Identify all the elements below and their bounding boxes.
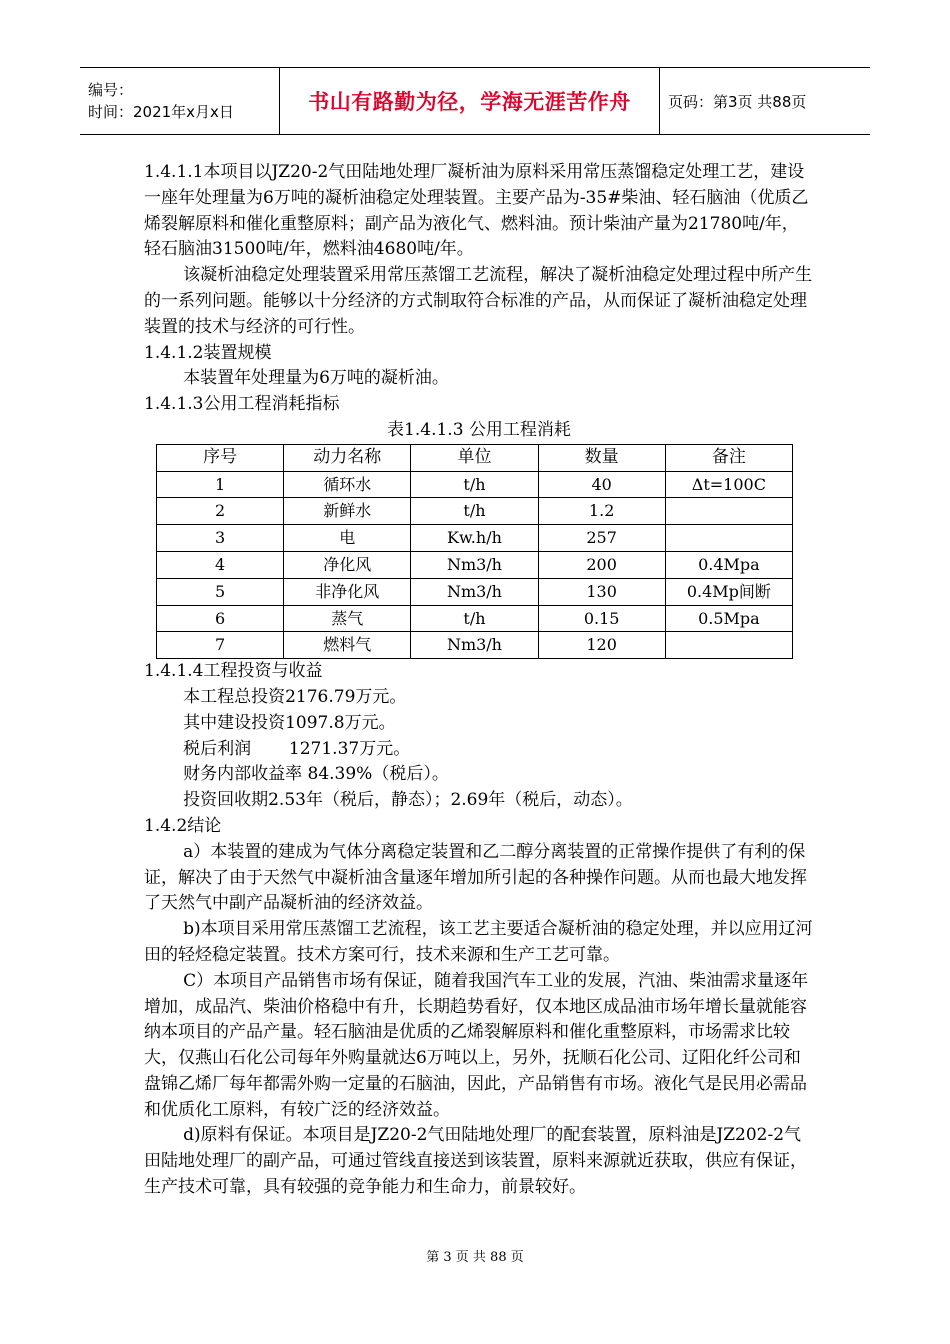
table-cell: 6 (157, 605, 284, 632)
table-cell (665, 632, 792, 659)
investment-payback: 投资回收期2.53年（税后，静态）；2.69年（税后，动态）。 (183, 790, 633, 811)
table-cell (665, 525, 792, 552)
table-cell: 200 (538, 551, 665, 578)
table-cell: 净化风 (284, 551, 411, 578)
table-cell: 120 (538, 632, 665, 659)
table-cell: 电 (284, 525, 411, 552)
section-142-heading: 1.4.2结论 (144, 815, 222, 836)
table-cell: 蒸气 (284, 605, 411, 632)
table-cell: 2 (157, 498, 284, 525)
section-1413-heading: 1.4.1.3公用工程消耗指标 (144, 394, 340, 415)
table-cell: 4 (157, 551, 284, 578)
conclusion-a: a）本装置的建成为气体分离稳定装置和乙二醇分离装置的正常操作提供了有利的保证，解决了由于天然气中凝析油含量逐年增加所引起的各种操作问题。从而也最大地发挥了天然气中副产品凝析油的经济效益。 (144, 841, 807, 914)
table-row (157, 632, 793, 659)
table-cell: 7 (157, 632, 284, 659)
table-cell: Δt=100C (665, 471, 792, 498)
investment-construction: 其中建设投资1097.8万元。 (183, 712, 396, 733)
table-cell: 燃料气 (284, 632, 411, 659)
investment-total: 本工程总投资2176.79万元。 (183, 686, 407, 707)
table-row (157, 551, 793, 578)
table-header-cell: 数量 (538, 444, 665, 471)
investment-irr: 财务内部收益率 84.39%（税后）。 (183, 764, 449, 785)
table-row (157, 525, 793, 552)
table-cell: 40 (538, 471, 665, 498)
table-cell: 130 (538, 578, 665, 605)
table-cell: t/h (411, 498, 538, 525)
table-cell: 新鲜水 (284, 498, 411, 525)
document-body (144, 160, 814, 1201)
table-cell: t/h (411, 471, 538, 498)
investment-profit: 税后利润 1271.37万元。 (183, 738, 411, 759)
table-cell: t/h (411, 605, 538, 632)
table-title: 表1.4.1.3 公用工程消耗 (387, 419, 571, 440)
section-1412-heading: 1.4.1.2装置规模 (144, 342, 272, 363)
table-cell: 1 (157, 471, 284, 498)
header-meta (80, 68, 280, 134)
table-cell: 1.2 (538, 498, 665, 525)
table-cell: Kw.h/h (411, 525, 538, 552)
table-header-cell: 动力名称 (284, 444, 411, 471)
table-header-row (157, 444, 793, 471)
table-cell (665, 498, 792, 525)
table-row (157, 471, 793, 498)
section-1411-paragraph: 1.4.1.1本项目以JZ20-2气田陆地处理厂凝析油为原料采用常压蒸馏稳定处理工艺，建设一座年处理量为6万吨的凝析油稳定处理装置。主要产品为-35#柴油、轻石脑油（优质乙烯裂解原料和催化重整原料；副产品为液化气、燃料油。预计柴油产量为21780吨/年，轻石脑油31500吨/年，燃料油4680吨/年。 (144, 162, 809, 260)
header-page-info: 页码：第3页 共88页 (668, 92, 807, 111)
table-cell: 3 (157, 525, 284, 552)
table-row (157, 498, 793, 525)
section-1411-paragraph-2: 该凝析油稳定处理装置采用常压蒸馏工艺流程，解决了凝析油稳定处理过程中所产生的一系列问题。能够以十分经济的方式制取符合标准的产品，从而保证了凝析油稳定处理装置的技术与经济的可行性。 (144, 265, 813, 337)
table-cell: 5 (157, 578, 284, 605)
document-code-label: 编号： (88, 81, 134, 99)
table-cell: Nm3/h (411, 632, 538, 659)
table-header-cell: 备注 (665, 444, 792, 471)
table-cell: 循环水 (284, 471, 411, 498)
page-footer: 第 3 页 共 88 页 (426, 1250, 524, 1265)
table-cell: Nm3/h (411, 551, 538, 578)
utility-consumption-table (156, 444, 793, 659)
page-header (80, 67, 870, 135)
section-1414-heading: 1.4.1.4工程投资与收益 (144, 661, 323, 682)
conclusion-d: d)原料有保证。本项目是JZ20-2气田陆地处理厂的配套装置，原料油是JZ202-2气田陆地处理厂的副产品，可通过管线直接送到该装置，原料来源就近获取，供应有保证，生产技术可靠，具有较强的竞争能力和生命力，前景较好。 (144, 1125, 807, 1198)
table-cell: 257 (538, 525, 665, 552)
table-cell: 0.15 (538, 605, 665, 632)
document-date: 时间：2021年x月x日 (88, 103, 234, 121)
table-cell: Nm3/h (411, 578, 538, 605)
table-row (157, 605, 793, 632)
table-cell: 0.4Mpa (665, 551, 792, 578)
conclusion-c: C）本项目产品销售市场有保证，随着我国汽车工业的发展，汽油、柴油需求量逐年增加，成品汽、柴油价格稳中有升，长期趋势看好，仅本地区成品油市场年增长量就能容纳本项目的产品产量。轻石脑油是优质的乙烯裂解原料和催化重整原料，市场需求比较大，仅燕山石化公司每年外购量就达6万吨以上，另外，抚顺石化公司、辽阳化纤公司和盘锦乙烯厂每年都需外购一定量的石脑油，因此，产品销售有市场。液化气是民用必需品和优质化工原料，有较广泛的经济效益。 (144, 970, 809, 1120)
table-header-cell: 序号 (157, 444, 284, 471)
table-cell: 0.4Mp间断 (665, 578, 792, 605)
table-header-cell: 单位 (411, 444, 538, 471)
table-row (157, 578, 793, 605)
table-cell: 非净化风 (284, 578, 411, 605)
section-1412-text: 本装置年处理量为6万吨的凝析油。 (183, 368, 449, 389)
header-motto: 书山有路勤为径，学海无涯苦作舟 (280, 68, 660, 134)
conclusion-b: b)本项目采用常压蒸馏工艺流程，该工艺主要适合凝析油的稳定处理，并以应用辽河田的轻烃稳定装置。技术方案可行，技术来源和生产工艺可靠。 (144, 919, 813, 965)
table-cell: 0.5Mpa (665, 605, 792, 632)
